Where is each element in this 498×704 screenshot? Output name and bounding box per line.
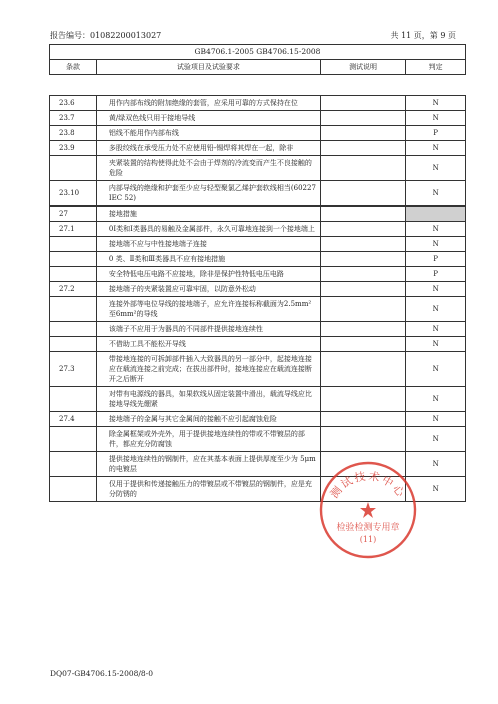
- test-note-cell: [320, 322, 405, 337]
- verdict-cell: N: [406, 412, 466, 427]
- clause-cell: [50, 252, 97, 267]
- requirement-cell: 用作内部布线的附加绝缘的套管，应采用可靠的方式保持在位: [96, 96, 320, 111]
- clause-cell: [50, 267, 97, 282]
- table-row: [50, 207, 466, 222]
- svg-text:测试技术中心: 测试技术中心: [327, 469, 409, 501]
- verdict-cell: N: [406, 387, 466, 412]
- table-row: [50, 452, 466, 477]
- table-row: [50, 352, 466, 387]
- verdict-cell: N: [406, 181, 466, 206]
- svg-text:检验检测专用章: 检验检测专用章: [336, 523, 400, 533]
- clause-cell: [50, 337, 97, 352]
- table-row: [50, 282, 466, 297]
- header-table: [49, 44, 466, 75]
- clause-cell: 23.10: [50, 181, 97, 206]
- table-row: [50, 337, 466, 352]
- standard-title: GB4706.1-2005 GB4706.15-2008: [50, 45, 466, 60]
- table-row: [50, 111, 466, 126]
- clause-cell: [50, 297, 97, 322]
- test-note-cell: [320, 156, 405, 181]
- verdict-cell: [406, 207, 466, 222]
- table-row: [50, 267, 466, 282]
- results-table: [49, 95, 466, 502]
- verdict-cell: P: [406, 252, 466, 267]
- table-row: [50, 222, 466, 237]
- test-note-cell: [320, 141, 405, 156]
- column-header-test-note: 测试说明: [320, 60, 405, 75]
- requirement-cell: 接地端不应与中性接地端子连接: [96, 237, 320, 252]
- test-note-cell: [320, 297, 405, 322]
- verdict-cell: N: [406, 156, 466, 181]
- requirement-cell: 夹紧装置的结构使得此处不会由于焊剂的冷流变而产生不良接触的危险: [96, 156, 320, 181]
- verdict-cell: N: [406, 141, 466, 156]
- requirement-cell: 0I类和Ⅰ类器具的易触及金属部件，永久可靠地连接到一个接地端上: [96, 222, 320, 237]
- test-note-cell: [320, 412, 405, 427]
- table-row: [50, 477, 466, 502]
- table-row: [50, 412, 466, 427]
- verdict-cell: N: [406, 337, 466, 352]
- test-note-cell: [320, 387, 405, 412]
- column-header-verdict: 判定: [406, 60, 466, 75]
- requirement-cell: 多股绞线在承受压力处不应使用铅-锡焊将其焊在一起，除非: [96, 141, 320, 156]
- table-row: [50, 237, 466, 252]
- requirement-cell: 带接地连接的可拆卸部件插入大致器具的另一部分中，起接地连接应在载流连接之前完成；在拔出部件时，接地连接应在载流连接断开之后断开: [96, 352, 320, 387]
- test-note-cell: [320, 237, 405, 252]
- requirement-cell: 不借助工具不能松开导线: [96, 337, 320, 352]
- requirement-cell: 黄/绿双色线只用于接地导线: [96, 111, 320, 126]
- table-row: [50, 427, 466, 452]
- page-info: 共 11 页，第 9 页: [390, 31, 456, 40]
- table-row: [50, 181, 466, 206]
- table-row: [50, 297, 466, 322]
- test-note-cell: [320, 337, 405, 352]
- test-note-cell: [320, 352, 405, 387]
- verdict-cell: N: [406, 322, 466, 337]
- requirement-cell: 该端子不应用于为器具的不同部件提供接地连续性: [96, 322, 320, 337]
- requirement-cell: 连接外部等电位导线的接地端子，应允许连接标称截面为2.5mm²至6mm²的导线: [96, 297, 320, 322]
- verdict-cell: N: [406, 452, 466, 477]
- clause-cell: [50, 452, 97, 477]
- clause-cell: [50, 237, 97, 252]
- clause-cell: [50, 477, 97, 502]
- table-row: [50, 252, 466, 267]
- test-note-cell: [320, 111, 405, 126]
- clause-cell: 23.8: [50, 126, 97, 141]
- clause-cell: [50, 322, 97, 337]
- table-row: [50, 126, 466, 141]
- requirement-cell: 仅用于提供和传递接触压力的带镀层或不带镀层的钢制件，应是充分防锈的: [96, 477, 320, 502]
- verdict-cell: N: [406, 222, 466, 237]
- test-note-cell: [320, 427, 405, 452]
- requirement-cell: 接地端子的金属与其它金属间的接触不应引起腐蚀危险: [96, 412, 320, 427]
- table-row: [50, 96, 466, 111]
- verdict-cell: N: [406, 96, 466, 111]
- verdict-cell: N: [406, 111, 466, 126]
- clause-cell: 27.3: [50, 352, 97, 387]
- table-row: [50, 387, 466, 412]
- report-number: 报告编号：01082200013027: [50, 31, 162, 40]
- requirement-cell: 提供接地连续性的钢制件，应在其基本表面上提供厚度至少为 5μm 的电镀层: [96, 452, 320, 477]
- test-note-cell: [320, 452, 405, 477]
- column-header-clause: 条款: [50, 60, 97, 75]
- clause-cell: 27.2: [50, 282, 97, 297]
- test-note-cell: [320, 126, 405, 141]
- table-row: [50, 156, 466, 181]
- svg-text:(11): (11): [359, 535, 377, 544]
- clause-cell: [50, 427, 97, 452]
- requirement-cell: 接地端子的夹紧装置应可靠牢固，以防意外松动: [96, 282, 320, 297]
- clause-cell: [50, 156, 97, 181]
- verdict-cell: N: [406, 477, 466, 502]
- clause-cell: 27.4: [50, 412, 97, 427]
- verdict-cell: N: [406, 237, 466, 252]
- test-note-cell: [320, 222, 405, 237]
- verdict-cell: N: [406, 282, 466, 297]
- clause-cell: 23.6: [50, 96, 97, 111]
- test-note-cell: [320, 96, 405, 111]
- test-note-cell: [320, 181, 405, 206]
- requirement-cell: 安全特低电压电路不应接地，除非是保护性特低电压电路: [96, 267, 320, 282]
- clause-cell: [50, 387, 97, 412]
- table-row: [50, 141, 466, 156]
- column-header-requirement: 试验项目及试验要求: [96, 60, 320, 75]
- requirement-cell: 内部导线的绝缘和护套至少应与轻型聚氯乙烯护套软线相当(60227 IEC 52): [96, 181, 320, 206]
- requirement-cell: 铝线不能用作内部布线: [96, 126, 320, 141]
- clause-cell: 27: [50, 207, 97, 222]
- verdict-cell: N: [406, 297, 466, 322]
- requirement-cell: 对带有电源线的器具，如果软线从固定装置中滑出，载流导线应比接地导线先绷紧: [96, 387, 320, 412]
- table-row: [50, 322, 466, 337]
- test-note-cell: [320, 477, 405, 502]
- test-note-cell: [320, 267, 405, 282]
- clause-cell: 23.7: [50, 111, 97, 126]
- verdict-cell: N: [406, 352, 466, 387]
- verdict-cell: P: [406, 267, 466, 282]
- test-note-cell: [320, 207, 405, 222]
- test-note-cell: [320, 282, 405, 297]
- form-code: DQ07-GB4706.15-2008/8-0: [50, 669, 153, 678]
- verdict-cell: P: [406, 126, 466, 141]
- clause-cell: 23.9: [50, 141, 97, 156]
- clause-cell: 27.1: [50, 222, 97, 237]
- test-note-cell: [320, 252, 405, 267]
- requirement-cell: 接地措施: [96, 207, 320, 222]
- verdict-cell: N: [406, 427, 466, 452]
- requirement-cell: 0 类、Ⅱ类和Ⅲ类器具不应有接地措施: [96, 252, 320, 267]
- requirement-cell: 除金属框架或外壳外，用于提供接地连续性的带或不带镀层的部件，都应充分防腐蚀: [96, 427, 320, 452]
